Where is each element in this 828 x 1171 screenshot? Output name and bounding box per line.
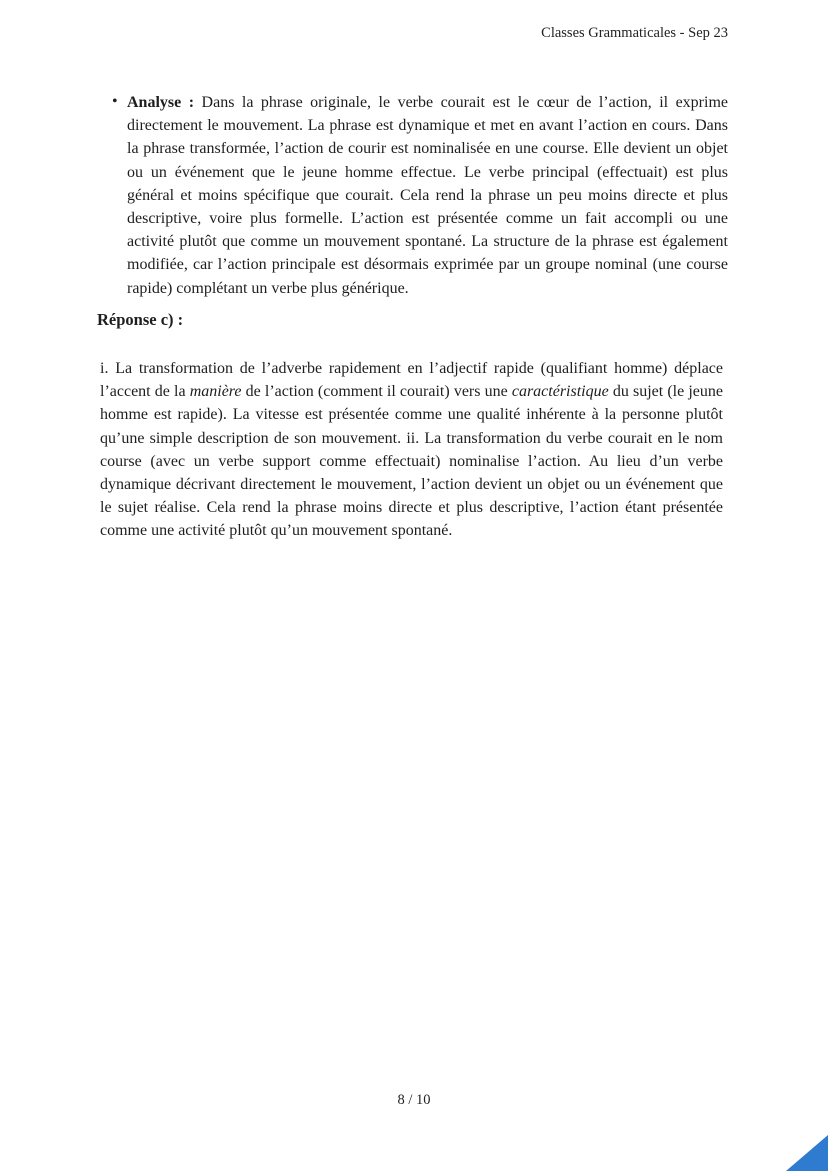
analysis-text: Dans la phrase originale, le verbe courait est le cœur de l’action, il exprime directement le mouvement. La phrase est dynamique et met en avant l’action en cours. Dans la phrase transformée, l’action de courir est nominalisée en une course. Elle devient un objet ou un événement que le jeune homme effectue. Le verbe principal (effectuait) est plus général et moins spécifique que courait. Cela rend la phrase un peu moins directe et plus descriptive, voire plus formelle. L’action est présentée comme un fait accompli ou une activité plutôt que comme un mouvement spontané. La structure de la phrase est également modifiée, car l’action principale est désormais exprimée par un groupe nominal (une course rapide) complétant un verbe plus générique. <box>127 94 728 297</box>
page-number: 8 / 10 <box>397 1092 431 1108</box>
analysis-label: Analyse : <box>127 94 195 111</box>
bullet-marker: • <box>112 93 118 110</box>
text-segment: manière <box>189 383 242 401</box>
analysis-bullet-item <box>112 91 728 300</box>
text-segment: de l’action (comment il courait) vers une <box>241 383 512 401</box>
corner-triangle-decoration <box>786 1135 828 1171</box>
text-segment: caractéristique <box>511 383 609 401</box>
text-segment: du sujet (le jeune homme est rapide). La vitesse est présentée comme une qualité inhérente à la personne plutôt qu’une simple description de son mouvement. ii. La transformation du verbe courait en le nom course (avec un verbe support comme effectuait) nominalise l’action. Au lieu d’un verbe dynamique décrivant directement le mouvement, l’action devient un objet ou un événement que le sujet réalise. Cela rend la phrase moins directe et plus descriptive, l’action étant présentée comme une activité plutôt qu’un mouvement spontané. <box>100 383 723 540</box>
text-segment: i. La transformation de l’adverbe rapidement en l’adjectif rapide (qualifiant homme) déplace l’accent de la <box>100 360 723 401</box>
response-paragraph <box>100 357 723 543</box>
response-heading: Réponse c) : <box>97 310 184 329</box>
page-header: Classes Grammaticales - Sep 23 <box>541 25 728 41</box>
